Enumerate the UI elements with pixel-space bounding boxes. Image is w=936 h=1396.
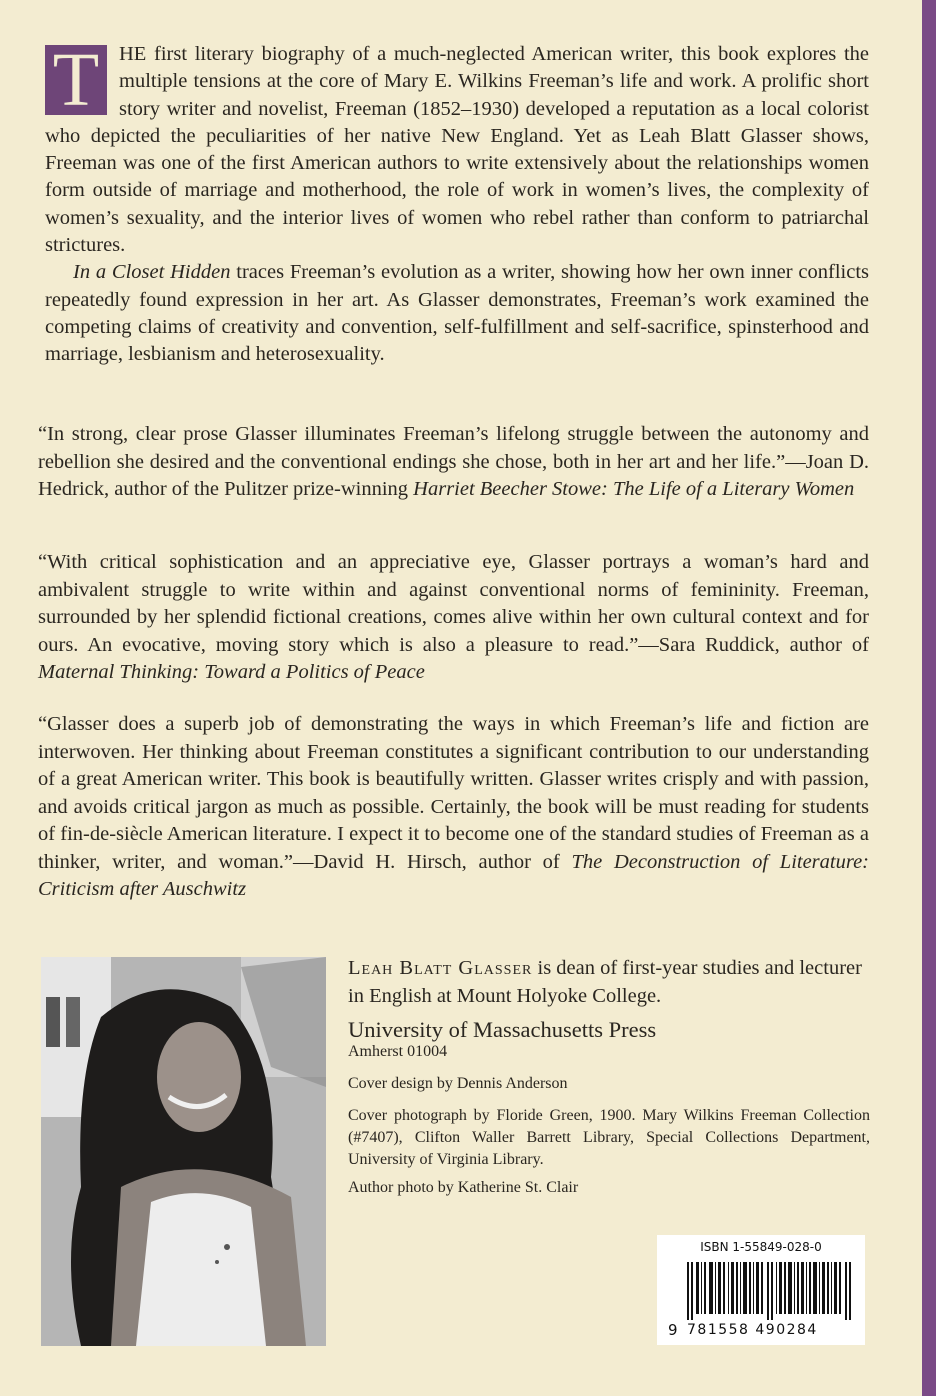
quote-text: “Glasser does a superb job of demonstrating the ways in which Freeman’s life and fiction are interwoven. Her thinking about Freeman constitutes a significant contribution to our understanding of a great American writer. This book is beautifully written. Glasser writes crisply and with passion, and avoids critical jargon as much as possible. Certainly, the book will be must reading for students of fin-de-siècle American literature. I expect it to become one of the standard studies of Freeman as a thinker, writer, and woman.”—David H. Hirsch, author of: [38, 713, 869, 873]
drop-cap: T: [45, 45, 107, 115]
barcode-lead-digit: 9: [668, 1321, 678, 1339]
intro-paragraph-2-text: traces Freeman’s evolution as a writer, showing how her own inner conflicts repeatedly found expression in her art. As Glasser demonstrates, Freeman’s work examined the competing claims of creativity and convention, self-fulfillment and self-sacrifice, spinsterhood and marriage, lesbianism and heterosexuality.: [45, 261, 869, 366]
quote-work-title: Harriet Beecher Stowe: The Life of a Literary Women: [413, 478, 855, 500]
author-name: Leah Blatt Glasser: [348, 957, 533, 979]
intro-text: [45, 38, 869, 369]
isbn-label: ISBN 1-55849-028-0: [700, 1240, 822, 1254]
cover-photo-credit: Cover photograph by Floride Green, 1900. Mary Wilkins Freeman Collection (#7407), Clifton Waller Barrett Library, Special Collections Department, University of Virginia Library.: [348, 1107, 870, 1168]
quote-ruddick: [38, 549, 869, 687]
author-photo-credit: Author photo by Katherine St. Clair: [348, 1179, 579, 1196]
quote-text: “With critical sophistication and an appreciative eye, Glasser portrays a woman’s hard and ambivalent struggle to write within and against conventional norms of femininity. Freeman, surrounded by her splendid fictional creations, comes alive within her own cultural context and for ours. An evocative, moving story which is also a pleasure to read.”—Sara Ruddick, author of: [38, 551, 869, 656]
quote-hedrick: [38, 421, 869, 504]
barcode-icon: [687, 1262, 855, 1320]
intro-paragraph-1-text: HE first literary biography of a much-neglected American writer, this book explores the multiple tensions at the core of Mary E. Wilkins Freeman’s life and work. A prolific short story writer and novelist, Freeman (1852–1930) developed a reputation as a local colorist who depicted the peculiarities of her native New England. Yet as Leah Blatt Glasser shows, Freeman was one of the first American authors to write extensively about the relationships women form outside of marriage and motherhood, the role of work in women’s lives, the complexity of women’s sexuality, and the interior lives of women who rebel rather than conform to patriarchal strictures.: [45, 43, 869, 257]
spine-edge: [922, 0, 936, 1396]
author-photo: [41, 957, 326, 1346]
quote-hirsch: [38, 711, 869, 904]
author-description: is dean of first-year studies and lecturer in English at Mount Holyoke College.: [348, 957, 862, 1007]
intro-paragraph-2: [45, 259, 869, 368]
quote-work-title: Maternal Thinking: Toward a Politics of Peace: [38, 661, 425, 683]
barcode-box: [657, 1235, 865, 1345]
publisher-name: University of Massachusetts Press: [348, 1017, 657, 1042]
author-bio: [348, 955, 870, 1010]
barcode-number: 781558 490284: [687, 1322, 818, 1338]
publisher-city: Amherst 01004: [348, 1043, 448, 1060]
quote-work-title: The Deconstruction of Literature: Criticism after Auschwitz: [38, 850, 870, 900]
intro-paragraph-1: [45, 38, 869, 259]
author-bio-block: [348, 955, 870, 1199]
cover-design-credit: Cover design by Dennis Anderson: [348, 1075, 568, 1092]
book-title: In a Closet Hidden: [73, 261, 231, 284]
quote-text: “In strong, clear prose Glasser illuminates Freeman’s lifelong struggle between the autonomy and rebellion she desired and the conventional endings she chose, both in her art and her life.”—Joan D. Hedrick, author of the Pulitzer prize-winning: [38, 423, 869, 500]
